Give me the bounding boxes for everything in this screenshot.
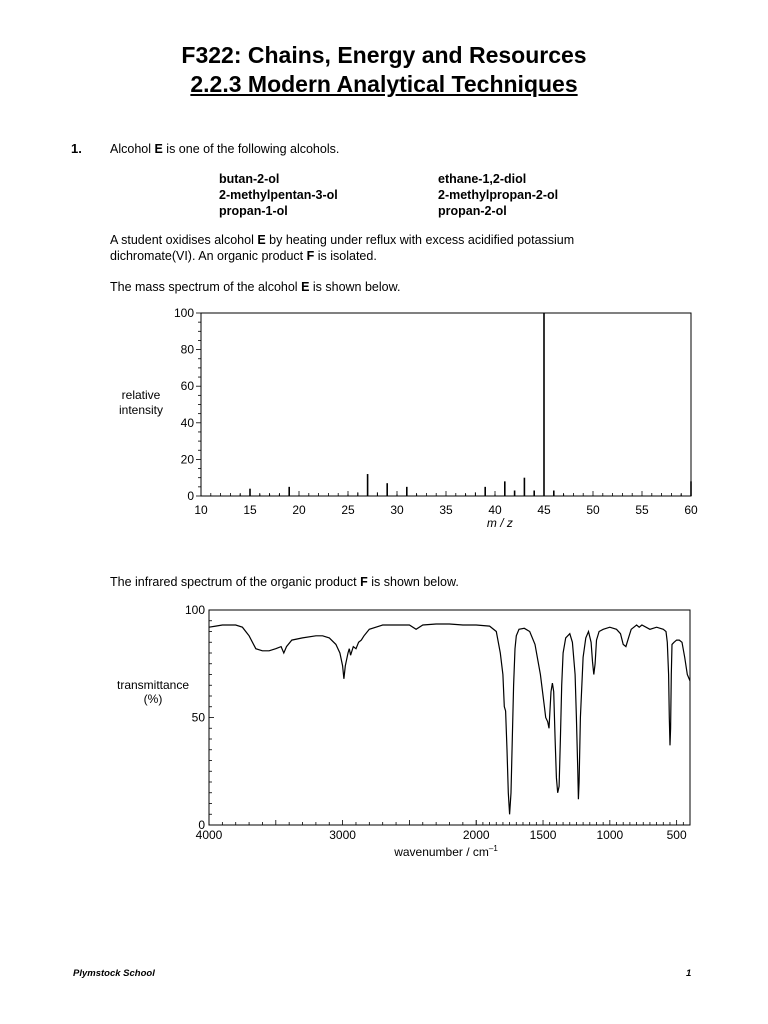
ir-y-tick-label: 0 <box>198 818 205 832</box>
ms-x-tick-label: 55 <box>635 503 649 517</box>
alcohol-option: 2-methylpropan-2-ol <box>438 188 559 202</box>
ms-x-tick-label: 45 <box>537 503 551 517</box>
oxidation-alcohol-letter: E <box>257 233 266 247</box>
ir-intro-letter: F <box>360 575 368 589</box>
ms-intro-text: The mass spectrum of the alcohol <box>110 280 302 294</box>
ir-x-tick-label: 1000 <box>596 828 624 842</box>
ms-bars <box>240 313 691 496</box>
ms-x-tick-label: 30 <box>390 503 404 517</box>
ir-plot-frame <box>209 610 690 825</box>
ms-x-tick-label: 10 <box>194 503 208 517</box>
alcohol-option: ethane-1,2-diol <box>438 172 527 186</box>
ms-intro-text-end: is shown below. <box>309 280 401 294</box>
oxidation-text: by heating under reflux with excess acidified potassium dichromate(VI). An organic product <box>110 233 575 263</box>
page-subtitle: 2.2.3 Modern Analytical Techniques <box>190 71 578 97</box>
oxidation-product-letter: F <box>306 249 315 263</box>
ir-x-tick-label: 3000 <box>329 828 356 842</box>
ms-x-tick-label: 15 <box>243 503 257 517</box>
ms-y-tick-label: 60 <box>180 379 194 394</box>
oxidation-text: A student oxidises alcohol <box>110 233 258 247</box>
alcohol-option: propan-2-ol <box>438 204 507 218</box>
alcohol-option: 2-methylpentan-3-ol <box>219 188 338 202</box>
ir-y-tick-label: 50 <box>191 710 205 725</box>
ir-ylabel: (%) <box>143 692 163 706</box>
alcohol-list-left <box>219 171 338 219</box>
ir-xlabel-superscript: –1 <box>488 844 498 853</box>
ms-y-tick-label: 100 <box>173 306 194 320</box>
question-intro <box>110 141 670 157</box>
ms-plot-frame <box>201 313 691 496</box>
mass-spectrum-chart <box>0 300 768 560</box>
ir-xlabel <box>393 844 498 859</box>
question-number: 1. <box>71 141 82 156</box>
ms-y-tick-label: 0 <box>187 489 194 503</box>
ms-y-tick-label: 80 <box>180 342 194 357</box>
footer-page-number: 1 <box>686 968 692 979</box>
ir-x-tick-label: 1500 <box>529 828 557 842</box>
alcohol-option: propan-1-ol <box>219 204 288 218</box>
oxidation-paragraph <box>110 232 650 264</box>
ir-intro-text: The infrared spectrum of the organic product <box>110 575 361 589</box>
ms-x-tick-label: 35 <box>439 503 453 517</box>
ms-ylabel: relative <box>121 388 161 402</box>
ir-spectrum-chart <box>0 596 768 876</box>
oxidation-text: is isolated. <box>314 249 377 263</box>
intro-alcohol-letter: E <box>154 142 163 156</box>
ms-x-tick-label: 25 <box>341 503 355 517</box>
intro-text-end: is one of the following alcohols. <box>162 142 340 156</box>
ms-intro-letter: E <box>301 280 310 294</box>
mass-spectrum-intro <box>110 279 670 295</box>
ms-ylabel: intensity <box>118 403 164 417</box>
intro-text: Alcohol <box>110 142 155 156</box>
ir-spectrum-line <box>209 624 690 814</box>
ir-x-tick-label: 2000 <box>462 828 490 842</box>
alcohol-option: butan-2-ol <box>219 172 280 186</box>
ir-x-tick-label: 4000 <box>195 828 223 842</box>
ir-intro-text-end: is shown below. <box>367 575 459 589</box>
ms-x-tick-label: 40 <box>488 503 502 517</box>
ms-x-tick-label: 50 <box>586 503 600 517</box>
ms-x-tick-label: 60 <box>684 503 698 517</box>
footer-school: Plymstock School <box>73 968 155 979</box>
ir-x-tick-label: 500 <box>666 828 687 842</box>
ir-ylabel: transmittance <box>116 678 190 692</box>
ir-y-tick-label: 100 <box>184 603 205 617</box>
ir-ticks <box>185 603 690 842</box>
ir-xlabel-text: wavenumber / cm <box>394 845 489 859</box>
ms-x-tick-label: 20 <box>292 503 306 517</box>
page-title: F322: Chains, Energy and Resources <box>181 42 587 68</box>
ms-y-tick-label: 20 <box>180 452 194 467</box>
ir-spectrum-intro <box>110 574 670 590</box>
ms-ticks <box>174 306 698 517</box>
alcohol-list-right <box>438 171 558 219</box>
ms-xlabel: m / z <box>486 516 513 530</box>
ms-y-tick-label: 40 <box>180 415 194 430</box>
